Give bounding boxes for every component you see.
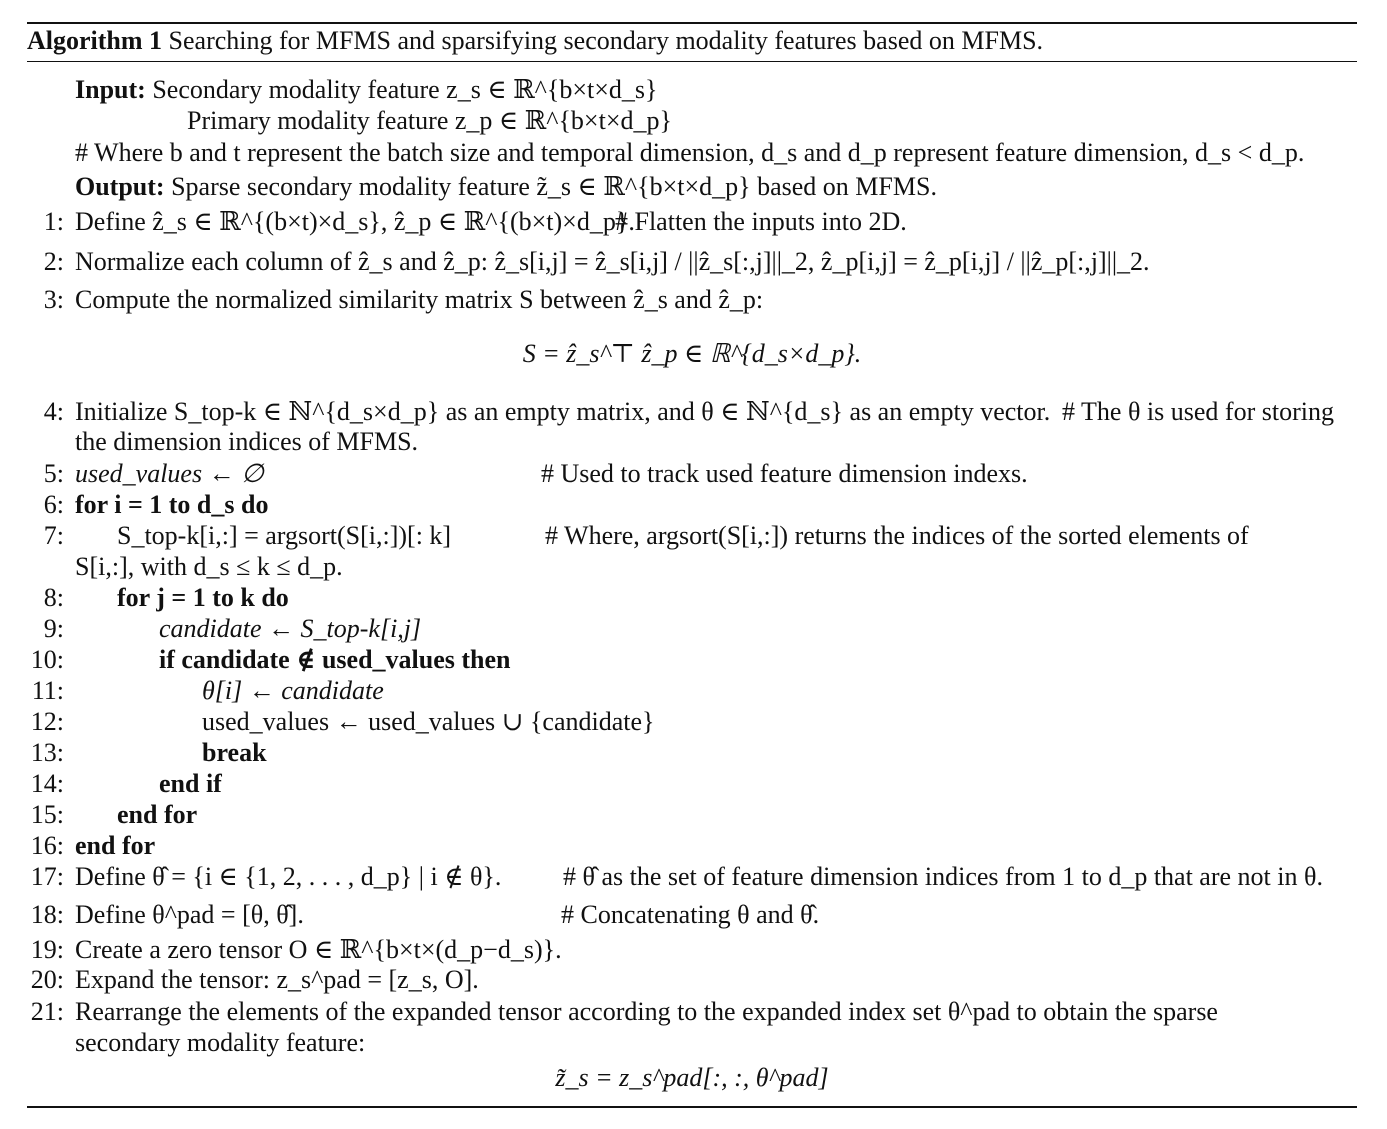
- comment: # Flatten the inputs into 2D.: [615, 207, 907, 236]
- output-label: Output:: [75, 172, 165, 201]
- algo-line-4: 4: Initialize S_top-k ∈ ℕ^{d_s×d_p} as an empty matrix, and θ ∈ ℕ^{d_s} as an empty vector. # The θ is used for storing: [43, 397, 1334, 426]
- input-note: # Where b and t represent the batch size and temporal dimension, d_s and d_p represent feature dimension, d_s < d_p.: [75, 138, 1305, 167]
- algorithm-label: Algorithm 1: [27, 26, 163, 55]
- title-rule: [27, 61, 1357, 62]
- algo-line-6: 6: for i = 1 to d_s do: [43, 490, 269, 519]
- algo-line-11: 11: θ[i] ← candidate: [31, 676, 384, 705]
- comment: # The θ is used for storing: [1062, 397, 1334, 426]
- algo-line-8: 8: for j = 1 to k do: [43, 583, 289, 612]
- algo-line-16: 16: end for: [30, 831, 156, 860]
- algo-line-3: 3: Compute the normalized similarity matrix S between ẑ_s and ẑ_p:: [43, 285, 764, 314]
- input-line: [27, 74, 1357, 105]
- comment: # θ̂ as the set of feature dimension indices from 1 to d_p that are not in θ.: [563, 862, 1323, 891]
- algo-line-7-cont: S[i,:], with d_s ≤ k ≤ d_p.: [75, 552, 343, 581]
- algo-line-2: 2: Normalize each column of ẑ_s and ẑ_p: ẑ_s[i,j] = ẑ_s[i,j] / ||ẑ_s[:,j]||_2, ẑ_p[i,j] = ẑ_p[i,j] / ||ẑ_p[:,j]||_2.: [43, 247, 1150, 276]
- input-line-2: [27, 105, 1357, 136]
- top-rule: [27, 22, 1357, 24]
- algo-line-12: 12: used_values ← used_values ∪ {candidate}: [30, 707, 655, 736]
- algo-line-18: 18: Define θ^pad = [θ, θ̂]. # Concatenating θ and θ̂.: [30, 900, 820, 929]
- algo-line-13: 13: break: [30, 738, 267, 767]
- algo-line-4-cont: the dimension indices of MFMS.: [75, 427, 419, 456]
- algo-line-19: 19: Create a zero tensor O ∈ ℝ^{b×t×(d_p−d_s)}.: [30, 935, 562, 964]
- equation-21: z̃_s = z_s^pad[:, :, θ^pad]: [555, 1063, 829, 1092]
- algo-line-14: 14: end if: [30, 769, 222, 798]
- equation-3: S = ẑ_s^⊤ ẑ_p ∈ ℝ^{d_s×d_p}.: [522, 339, 862, 368]
- output-line: [27, 171, 1357, 202]
- comment: # Concatenating θ and θ̂.: [561, 900, 820, 929]
- input-label: Input:: [75, 75, 146, 104]
- input-secondary: Secondary modality feature z_s ∈ ℝ^{b×t×d_s}: [152, 75, 658, 104]
- algo-line-21-cont: secondary modality feature:: [75, 1028, 366, 1057]
- algo-line-7: 7: S_top-k[i,:] = argsort(S[i,:])[: k] # Where, argsort(S[i,:]) returns the indices of the sorted elements of: [43, 521, 1249, 550]
- output-text: Sparse secondary modality feature z̃_s ∈ ℝ^{b×t×d_p} based on MFMS.: [171, 172, 937, 201]
- algo-line-20: 20: Expand the tensor: z_s^pad = [z_s, O].: [30, 965, 479, 994]
- algo-line-17: 17: Define θ̂ = {i ∈ {1, 2, . . . , d_p} | i ∉ θ}. # θ̂ as the set of feature dimension indices from 1 to d_p that are not in θ.: [30, 862, 1323, 891]
- algo-line-5: 5: used_values ← ∅ # Used to track used feature dimension indexs.: [43, 459, 1028, 488]
- bottom-rule: [27, 1106, 1357, 1108]
- comment: # Where, argsort(S[i,:]) returns the indices of the sorted elements of: [545, 521, 1249, 550]
- algo-line-1: 1: Define ẑ_s ∈ ℝ^{(b×t)×d_s}, ẑ_p ∈ ℝ^{(b×t)×d_p}. # Flatten the inputs into 2D.: [43, 207, 907, 236]
- algo-line-21: 21: Rearrange the elements of the expanded tensor according to the expanded index set θ^pad to obtain the sparse: [30, 997, 1218, 1026]
- comment: # Used to track used feature dimension indexs.: [541, 459, 1028, 488]
- algo-line-9: 9: candidate ← S_top-k[i,j]: [43, 614, 422, 643]
- input-primary: Primary modality feature z_p ∈ ℝ^{b×t×d_p}: [187, 106, 672, 135]
- algo-line-10: 10: if candidate ∉ used_values then: [30, 645, 511, 674]
- algo-line-15: 15: end for: [30, 800, 198, 829]
- algorithm-caption: Searching for MFMS and sparsifying secondary modality features based on MFMS.: [168, 26, 1044, 55]
- algorithm-title: [27, 26, 1043, 56]
